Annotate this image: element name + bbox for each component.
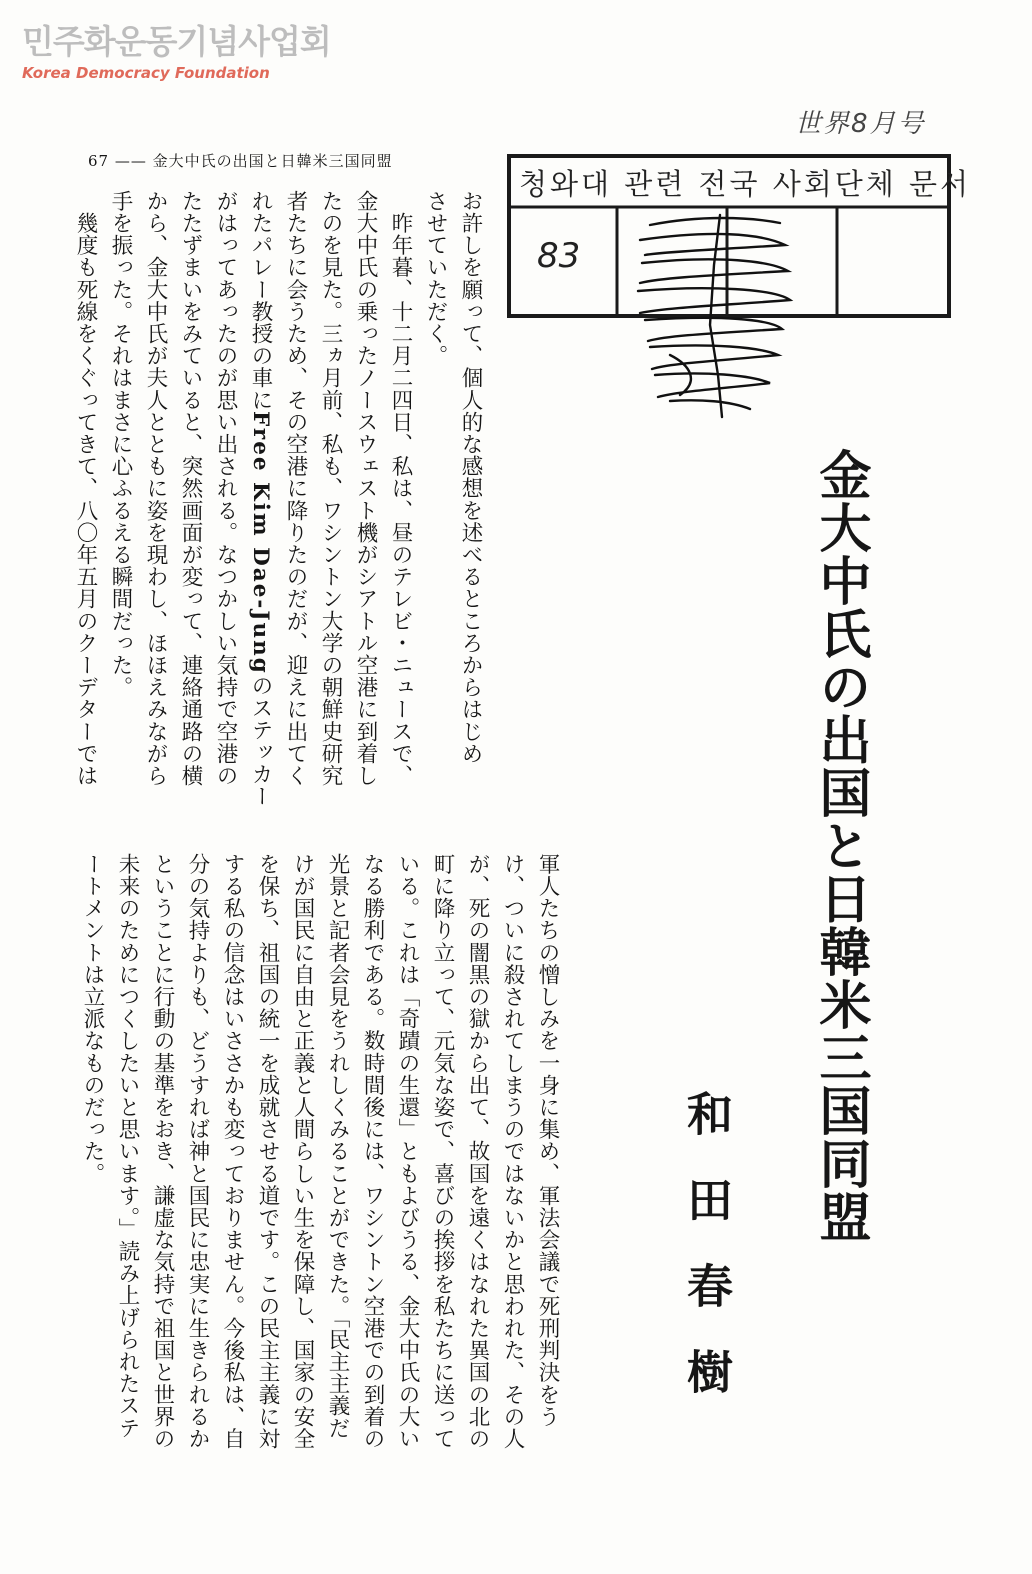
text-line: 手を振った。それはまさに心ふるえる瞬間だった。 [108,190,133,699]
text-line: たたずまいをみていると、突然画面が変って、連絡通路の横 [178,190,203,787]
text-line: け、ついに殺されてしまうのではないかと思われた、その人 [500,853,525,1450]
text-line: がはってあったのが思い出される。なつかしい気持で空港の [213,190,238,787]
text-line: 者たちに会うため、その空港に降りたのだが、迎えに出てく [283,190,308,787]
text-line: いる。これは「奇蹟の生還」ともよびうる、金大中氏の大い [395,853,420,1450]
article-title: 金大中氏の出国と日韓米三国同盟 [810,448,871,1243]
text-line: が、死の闇黒の獄から出て、故国を遠くはなれた異国の北の [465,853,490,1450]
text-line: たのを見た。三ヵ月前、私も、ワシントン大学の朝鮮史研究 [318,190,343,787]
text-line: けが国民に自由と正義と人間らしい生を保障し、国家の安全 [290,853,315,1450]
text-line-with-sticker [243,190,278,807]
body-text-upper [68,190,488,807]
text-line: する私の信念はいささかも変っておりません。今後私は、自 [220,853,245,1450]
logo-english-text: Korea Democracy Foundation [22,64,270,82]
text-line: から、金大中氏が夫人とともに姿を現わし、ほほえみながら [143,190,168,787]
ink-scribble [610,205,810,425]
running-head: 67 —— 金大中氏の出国と日韓米三国同盟 [88,152,393,170]
text-line: 光景と記者会見をうれしくみることができた。「民主主義だ [325,853,350,1439]
text-line: 未来のためにつくしたいと思います。」読み上げられたステ [115,853,140,1439]
sticker-slogan: Free Kim Dae-Jung [248,411,273,675]
stamp-label: 청와대 관련 전국 사회단체 문서 [519,167,972,201]
text-line-part: れたパレー教授の車に [248,190,273,411]
text-line-part: のステッカー [248,674,273,808]
text-line: ということに行動の基準をおき、謙虚な気持で祖国と世界の [150,853,175,1450]
handwritten-date-note: 世界8月号 [795,109,926,139]
text-line: 分の気持よりも、どうすれば神と国民に忠実に生きられるか [185,853,210,1450]
logo-korean-text: 민주화운동기념사업회 [22,22,331,61]
text-line: させていただく。 [423,190,448,367]
body-text-lower [75,853,565,1450]
text-line: を保ち、祖国の統一を成就させる道です。この民主主義に対 [255,853,280,1450]
text-line: お許しを願って、個人的な感想を述べるところからはじめ [458,190,483,765]
text-line: ートメントは立派なものだった。 [80,853,105,1185]
text-line: 町に降り立って、元気な姿で、喜びの挨拶を私たちに送って [430,853,455,1450]
foundation-logo [22,22,331,82]
text-line: 幾度も死線をくぐってきて、八〇年五月のクーデターでは [73,190,98,787]
text-line: 軍人たちの憎しみを一身に集め、軍法会議で死刑判決をう [535,853,560,1428]
author-name: 和田春樹 [680,1090,734,1434]
text-line: なる勝利である。数時間後には、ワシントン空港での到着の [360,853,385,1450]
text-line: 昨年暮、十二月二四日、私は、昼のテレビ・ニュースで、 [388,190,413,787]
text-line: 金大中氏の乗ったノースウェスト機がシアトル空港に到着し [353,190,378,787]
stamp-handwritten-number: 83 [537,236,581,276]
